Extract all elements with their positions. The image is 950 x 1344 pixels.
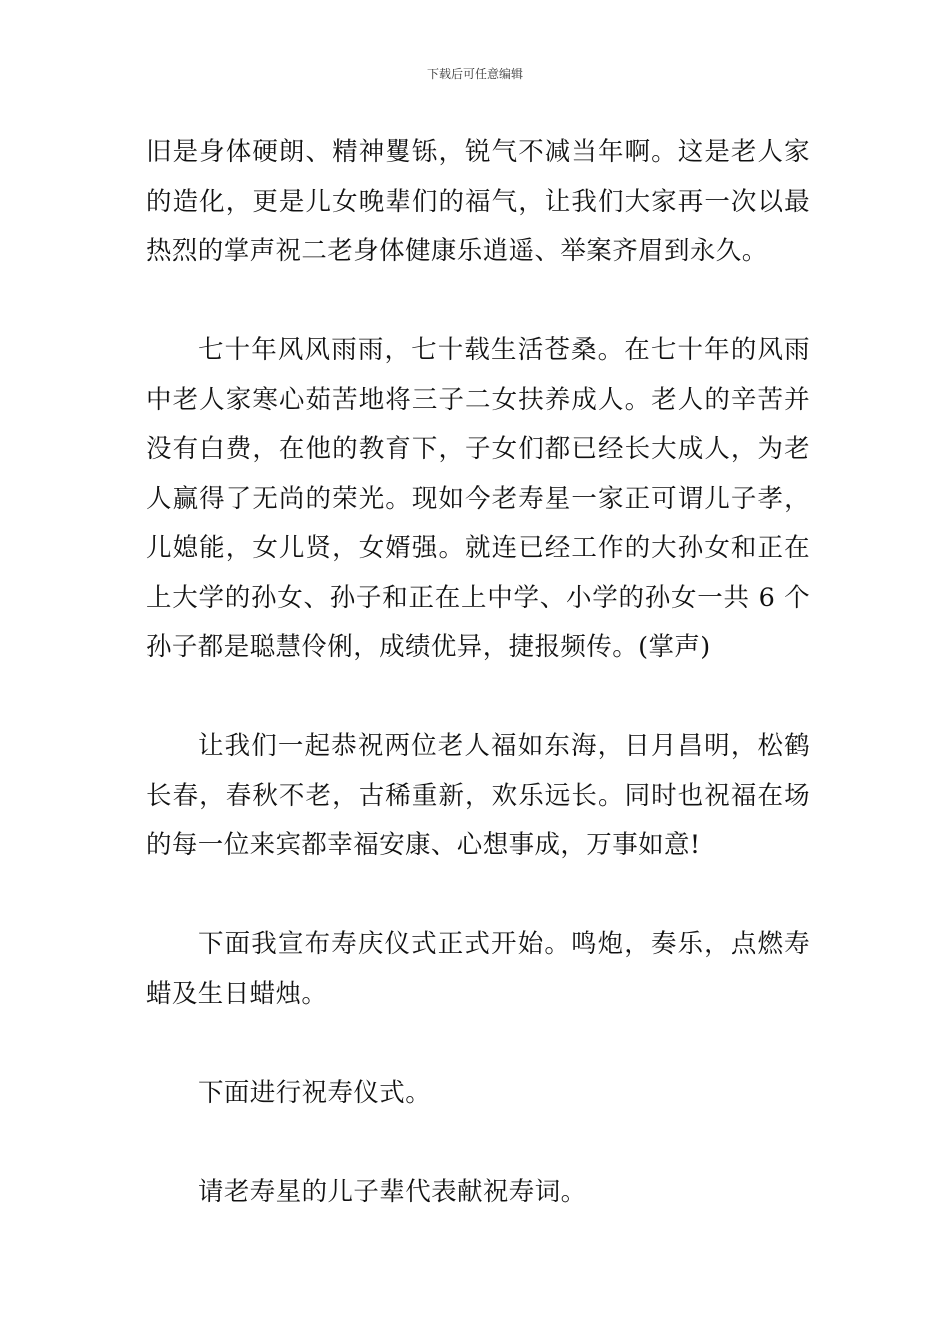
paragraph-5: 下面进行祝寿仪式。: [198, 1077, 432, 1108]
paragraph-2: 七十年风风雨雨，七十载生活苍桑。在七十年的风雨中老人家寒心茹苦地将三子二女扶养成人。老人的辛苦并没有白费，在他的教育下，子女们都已经长大成人，为老人赢得了无尚的荣光。现如今老寿星一家正可谓儿子孝，儿媳能，女儿贤，女婿强。就连已经工作的大孙女和正在上大学的孙女、孙子和正在上中学、小学的孙女一共 6 个孙子都是聪慧伶俐，成绩优异，捷报频传。(掌声): [146, 335, 810, 662]
paragraph-gap: [146, 277, 810, 327]
paragraph-6: 请老寿星的儿子辈代表献祝寿词。: [198, 1176, 587, 1207]
paragraph-gap: [146, 1118, 810, 1168]
paragraph-3: 让我们一起恭祝两位老人福如东海，日月昌明，松鹤长春，春秋不老，古稀重新，欢乐远长。同时也祝福在场的每一位来宾都幸福安康、心想事成，万事如意!: [146, 731, 810, 860]
page-header: 下载后可任意编辑: [426, 67, 523, 81]
paragraph-gap: [146, 871, 810, 921]
paragraph-gap: [146, 1019, 810, 1069]
document-body: [146, 128, 810, 1217]
paragraph-gap: [146, 673, 810, 723]
paragraph-4: 下面我宣布寿庆仪式正式开始。鸣炮，奏乐，点燃寿蜡及生日蜡烛。: [146, 929, 810, 1009]
paragraph-1: 旧是身体硬朗、精神矍铄，锐气不减当年啊。这是老人家的造化，更是儿女晚辈们的福气，让我们大家再一次以最热烈的掌声祝二老身体健康乐逍遥、举案齐眉到永久。: [146, 137, 810, 266]
